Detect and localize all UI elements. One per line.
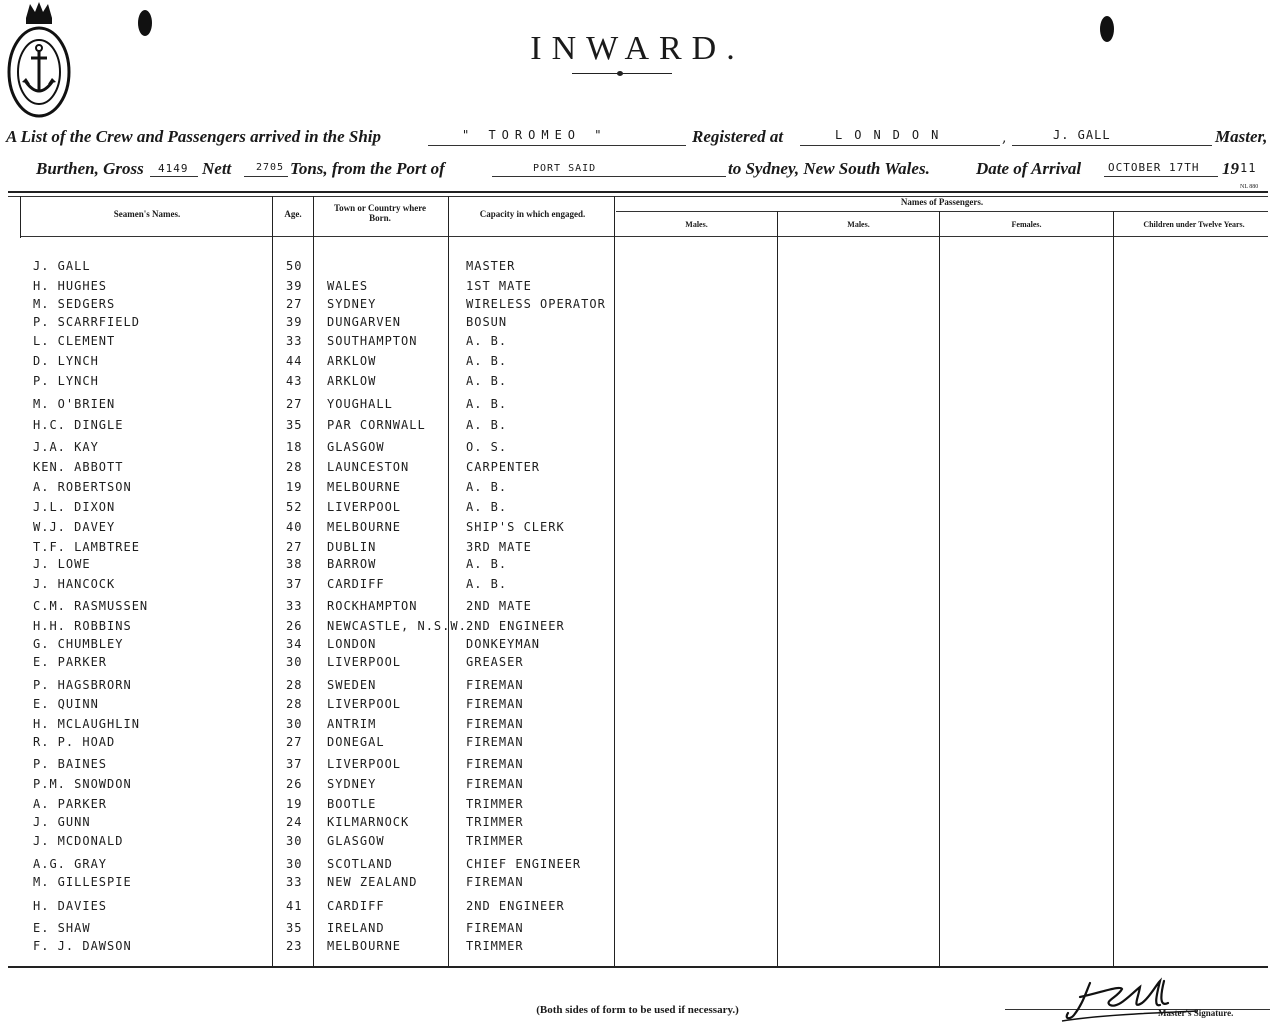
crew-row: [0, 540, 1275, 558]
col-header-females: Females.: [1011, 220, 1042, 229]
col-divider: [20, 196, 21, 238]
crew-capacity: A. B.: [466, 500, 508, 514]
crew-name: W.J. DAVEY: [33, 520, 116, 534]
crew-name: C.M. RASMUSSEN: [33, 599, 149, 613]
crew-birthplace: LIVERPOOL: [327, 500, 402, 514]
header-bottom-border: [20, 236, 1268, 237]
crew-age: 34: [286, 637, 303, 651]
passenger-header-rule: [616, 211, 1268, 212]
crew-capacity: A. B.: [466, 397, 508, 411]
tons-label: Tons, from the Port of: [290, 159, 445, 178]
crew-row: [0, 655, 1275, 673]
crew-row: [0, 557, 1275, 575]
crew-birthplace: ARKLOW: [327, 374, 377, 388]
signature-label: Master's Signature.: [1158, 1008, 1234, 1018]
crew-capacity: GREASER: [466, 655, 524, 669]
crew-capacity: FIREMAN: [466, 921, 524, 935]
crew-name: E. SHAW: [33, 921, 91, 935]
crew-row: [0, 577, 1275, 595]
crew-birthplace: WALES: [327, 279, 369, 293]
crew-birthplace: DONEGAL: [327, 735, 385, 749]
crew-row: [0, 637, 1275, 655]
crew-name: J. HANCOCK: [33, 577, 116, 591]
crew-name: G. CHUMBLEY: [33, 637, 124, 651]
crew-capacity: DONKEYMAN: [466, 637, 541, 651]
crew-row: [0, 315, 1275, 333]
crew-capacity: TRIMMER: [466, 815, 524, 829]
crew-row: [0, 440, 1275, 458]
crew-age: 38: [286, 557, 303, 571]
col-header-names: Seamen's Names.: [113, 209, 181, 219]
crew-row: [0, 334, 1275, 352]
crew-row: [0, 697, 1275, 715]
crew-birthplace: MELBOURNE: [327, 520, 402, 534]
crew-capacity: FIREMAN: [466, 875, 524, 889]
crew-name: H.H. ROBBINS: [33, 619, 132, 633]
crew-row: [0, 397, 1275, 415]
crew-row: [0, 500, 1275, 518]
crew-name: E. PARKER: [33, 655, 108, 669]
gross-line: [150, 176, 198, 177]
crew-birthplace: CARDIFF: [327, 899, 385, 913]
crew-capacity: TRIMMER: [466, 797, 524, 811]
crew-row: [0, 939, 1275, 957]
crew-row: [0, 259, 1275, 277]
burthen-label: Burthen, Gross: [36, 159, 144, 178]
crew-capacity: A. B.: [466, 557, 508, 571]
crew-name: M. O'BRIEN: [33, 397, 116, 411]
col-header-males-1: Males.: [685, 220, 708, 229]
crew-capacity: 3RD MATE: [466, 540, 532, 554]
crew-capacity: A. B.: [466, 577, 508, 591]
master-line: [1012, 145, 1212, 146]
crew-birthplace: PAR CORNWALL: [327, 418, 426, 432]
crew-row: [0, 520, 1275, 538]
crew-row: [0, 921, 1275, 939]
crew-row: [0, 899, 1275, 917]
crew-capacity: A. B.: [466, 374, 508, 388]
crew-age: 27: [286, 540, 303, 554]
year-prefix: 19: [1222, 159, 1239, 178]
crew-birthplace: MELBOURNE: [327, 939, 402, 953]
crew-capacity: CHIEF ENGINEER: [466, 857, 582, 871]
crew-name: KEN. ABBOTT: [33, 460, 124, 474]
registered-line: [800, 145, 1000, 146]
crew-birthplace: BOOTLE: [327, 797, 377, 811]
crew-row: [0, 297, 1275, 315]
crew-birthplace: GLASGOW: [327, 440, 385, 454]
crew-capacity: A. B.: [466, 334, 508, 348]
crew-row: [0, 875, 1275, 893]
crew-age: 52: [286, 500, 303, 514]
master-label: Master,: [1215, 127, 1268, 146]
col-header-males-2: Males.: [847, 220, 870, 229]
ship-name-line: [428, 145, 686, 146]
crew-age: 37: [286, 577, 303, 591]
crew-age: 26: [286, 777, 303, 791]
crew-capacity: O. S.: [466, 440, 508, 454]
arrival-line: [1104, 176, 1218, 177]
crew-capacity: FIREMAN: [466, 757, 524, 771]
destination-label: to Sydney, New South Wales.: [728, 159, 930, 178]
crew-birthplace: SYDNEY: [327, 777, 377, 791]
crew-age: 30: [286, 655, 303, 669]
crew-capacity: FIREMAN: [466, 678, 524, 692]
crew-name: D. LYNCH: [33, 354, 99, 368]
crew-row: [0, 857, 1275, 875]
registered-port: LONDON: [835, 128, 951, 142]
col-header-passengers: Names of Passengers.: [900, 197, 984, 207]
master-name: J. GALL: [1053, 128, 1111, 142]
comma: ,: [1002, 130, 1007, 146]
col-header-age: Age.: [284, 209, 302, 219]
crew-name: P. BAINES: [33, 757, 108, 771]
crew-name: A. PARKER: [33, 797, 108, 811]
crew-name: J. MCDONALD: [33, 834, 124, 848]
crew-age: 19: [286, 797, 303, 811]
crew-name: H. DAVIES: [33, 899, 108, 913]
crew-name: T.F. LAMBTREE: [33, 540, 140, 554]
crew-age: 39: [286, 279, 303, 293]
crew-birthplace: ROCKHAMPTON: [327, 599, 418, 613]
crew-capacity: A. B.: [466, 418, 508, 432]
crew-row: [0, 279, 1275, 297]
crew-name: J. GUNN: [33, 815, 91, 829]
ship-name: " TOROMEO ": [462, 128, 608, 142]
crew-age: 33: [286, 875, 303, 889]
table-bottom-border: [8, 966, 1268, 968]
year: 11: [1240, 161, 1257, 175]
crew-birthplace: MELBOURNE: [327, 480, 402, 494]
crew-capacity: WIRELESS OPERATOR: [466, 297, 606, 311]
crew-name: P.M. SNOWDON: [33, 777, 132, 791]
crew-row: [0, 757, 1275, 775]
crew-age: 28: [286, 678, 303, 692]
crew-birthplace: YOUGHALL: [327, 397, 393, 411]
crew-age: 37: [286, 757, 303, 771]
crew-age: 44: [286, 354, 303, 368]
crew-name: E. QUINN: [33, 697, 99, 711]
crew-name: J. GALL: [33, 259, 91, 273]
crew-age: 33: [286, 599, 303, 613]
crew-capacity: MASTER: [466, 259, 516, 273]
nett-line: [244, 176, 288, 177]
crew-capacity: 2ND ENGINEER: [466, 899, 565, 913]
crew-age: 33: [286, 334, 303, 348]
crew-capacity: FIREMAN: [466, 697, 524, 711]
crew-age: 40: [286, 520, 303, 534]
crew-name: P. SCARRFIELD: [33, 315, 140, 329]
crew-row: [0, 834, 1275, 852]
nett-label: Nett: [202, 159, 232, 178]
crew-row: [0, 777, 1275, 795]
port-from: PORT SAID: [533, 163, 597, 174]
crew-name: P. HAGSBRORN: [33, 678, 132, 692]
crew-name: J.A. KAY: [33, 440, 99, 454]
crew-name: H. MCLAUGHLIN: [33, 717, 140, 731]
crew-row: [0, 354, 1275, 372]
crew-name: H. HUGHES: [33, 279, 108, 293]
crew-age: 35: [286, 418, 303, 432]
crew-name: H.C. DINGLE: [33, 418, 124, 432]
crew-birthplace: IRELAND: [327, 921, 385, 935]
crew-row: [0, 599, 1275, 617]
port-line: [492, 176, 726, 177]
crew-age: 27: [286, 735, 303, 749]
crew-row: [0, 678, 1275, 696]
crew-age: 43: [286, 374, 303, 388]
crew-capacity: CARPENTER: [466, 460, 541, 474]
crew-birthplace: NEWCASTLE, N.S.W.: [327, 619, 467, 633]
crew-age: 28: [286, 697, 303, 711]
crew-capacity: 2ND MATE: [466, 599, 532, 613]
crew-age: 35: [286, 921, 303, 935]
crew-age: 41: [286, 899, 303, 913]
crew-name: M. GILLESPIE: [33, 875, 132, 889]
crew-capacity: FIREMAN: [466, 777, 524, 791]
crew-birthplace: LIVERPOOL: [327, 697, 402, 711]
gross-tons: 4149: [158, 162, 189, 175]
col-header-children: Children under Twelve Years.: [1143, 220, 1245, 229]
crew-row: [0, 374, 1275, 392]
crew-birthplace: ARKLOW: [327, 354, 377, 368]
crew-name: J. LOWE: [33, 557, 91, 571]
crew-name: F. J. DAWSON: [33, 939, 132, 953]
crew-birthplace: LAUNCESTON: [327, 460, 410, 474]
crew-birthplace: SCOTLAND: [327, 857, 393, 871]
crew-birthplace: KILMARNOCK: [327, 815, 410, 829]
crew-birthplace: SOUTHAMPTON: [327, 334, 418, 348]
crew-capacity: A. B.: [466, 354, 508, 368]
crew-name: M. SEDGERS: [33, 297, 116, 311]
crew-name: A. ROBERTSON: [33, 480, 132, 494]
registered-label: Registered at: [692, 127, 784, 146]
title-ornament: [617, 71, 623, 76]
crew-age: 26: [286, 619, 303, 633]
crew-capacity: FIREMAN: [466, 735, 524, 749]
crew-row: [0, 717, 1275, 735]
crew-capacity: TRIMMER: [466, 834, 524, 848]
crew-capacity: FIREMAN: [466, 717, 524, 731]
crew-capacity: TRIMMER: [466, 939, 524, 953]
crew-capacity: SHIP'S CLERK: [466, 520, 565, 534]
crew-age: 24: [286, 815, 303, 829]
crew-birthplace: NEW ZEALAND: [327, 875, 418, 889]
crew-age: 30: [286, 857, 303, 871]
crew-birthplace: LONDON: [327, 637, 377, 651]
crew-row: [0, 480, 1275, 498]
crew-row: [0, 735, 1275, 753]
crew-capacity: BOSUN: [466, 315, 508, 329]
crew-age: 39: [286, 315, 303, 329]
table-top-border: [8, 191, 1268, 193]
col-header-town: Town or Country where Born.: [333, 203, 427, 223]
arrival-date: OCTOBER 17TH: [1108, 161, 1200, 174]
crew-birthplace: SWEDEN: [327, 678, 377, 692]
crew-age: 30: [286, 717, 303, 731]
crew-capacity: 2ND ENGINEER: [466, 619, 565, 633]
crew-name: A.G. GRAY: [33, 857, 108, 871]
crew-birthplace: ANTRIM: [327, 717, 377, 731]
crew-age: 27: [286, 297, 303, 311]
crew-birthplace: DUNGARVEN: [327, 315, 402, 329]
crew-age: 27: [286, 397, 303, 411]
crew-birthplace: CARDIFF: [327, 577, 385, 591]
col-header-capacity: Capacity in which engaged.: [479, 209, 586, 219]
crew-age: 23: [286, 939, 303, 953]
crew-capacity: 1ST MATE: [466, 279, 532, 293]
crew-name: J.L. DIXON: [33, 500, 116, 514]
arrival-label: Date of Arrival: [976, 159, 1082, 178]
crew-age: 50: [286, 259, 303, 273]
crew-name: R. P. HOAD: [33, 735, 116, 749]
crew-row: [0, 619, 1275, 637]
crew-birthplace: DUBLIN: [327, 540, 377, 554]
crew-birthplace: SYDNEY: [327, 297, 377, 311]
list-heading: A List of the Crew and Passengers arrived in the Ship: [6, 127, 381, 146]
crew-row: [0, 797, 1275, 815]
crew-birthplace: LIVERPOOL: [327, 655, 402, 669]
crew-row: [0, 815, 1275, 833]
crew-name: L. CLEMENT: [33, 334, 116, 348]
crew-age: 19: [286, 480, 303, 494]
page-title: INWARD.: [530, 30, 745, 67]
footer-note: (Both sides of form to be used if necessary.): [536, 1004, 739, 1016]
crew-birthplace: BARROW: [327, 557, 377, 571]
crew-birthplace: LIVERPOOL: [327, 757, 402, 771]
crew-row: [0, 460, 1275, 478]
crew-birthplace: GLASGOW: [327, 834, 385, 848]
nett-tons: 2705: [256, 162, 285, 173]
crew-name: P. LYNCH: [33, 374, 99, 388]
crew-capacity: A. B.: [466, 480, 508, 494]
crew-row: [0, 418, 1275, 436]
form-number: NL 880: [1240, 184, 1259, 190]
crew-age: 30: [286, 834, 303, 848]
crew-age: 28: [286, 460, 303, 474]
crew-age: 18: [286, 440, 303, 454]
